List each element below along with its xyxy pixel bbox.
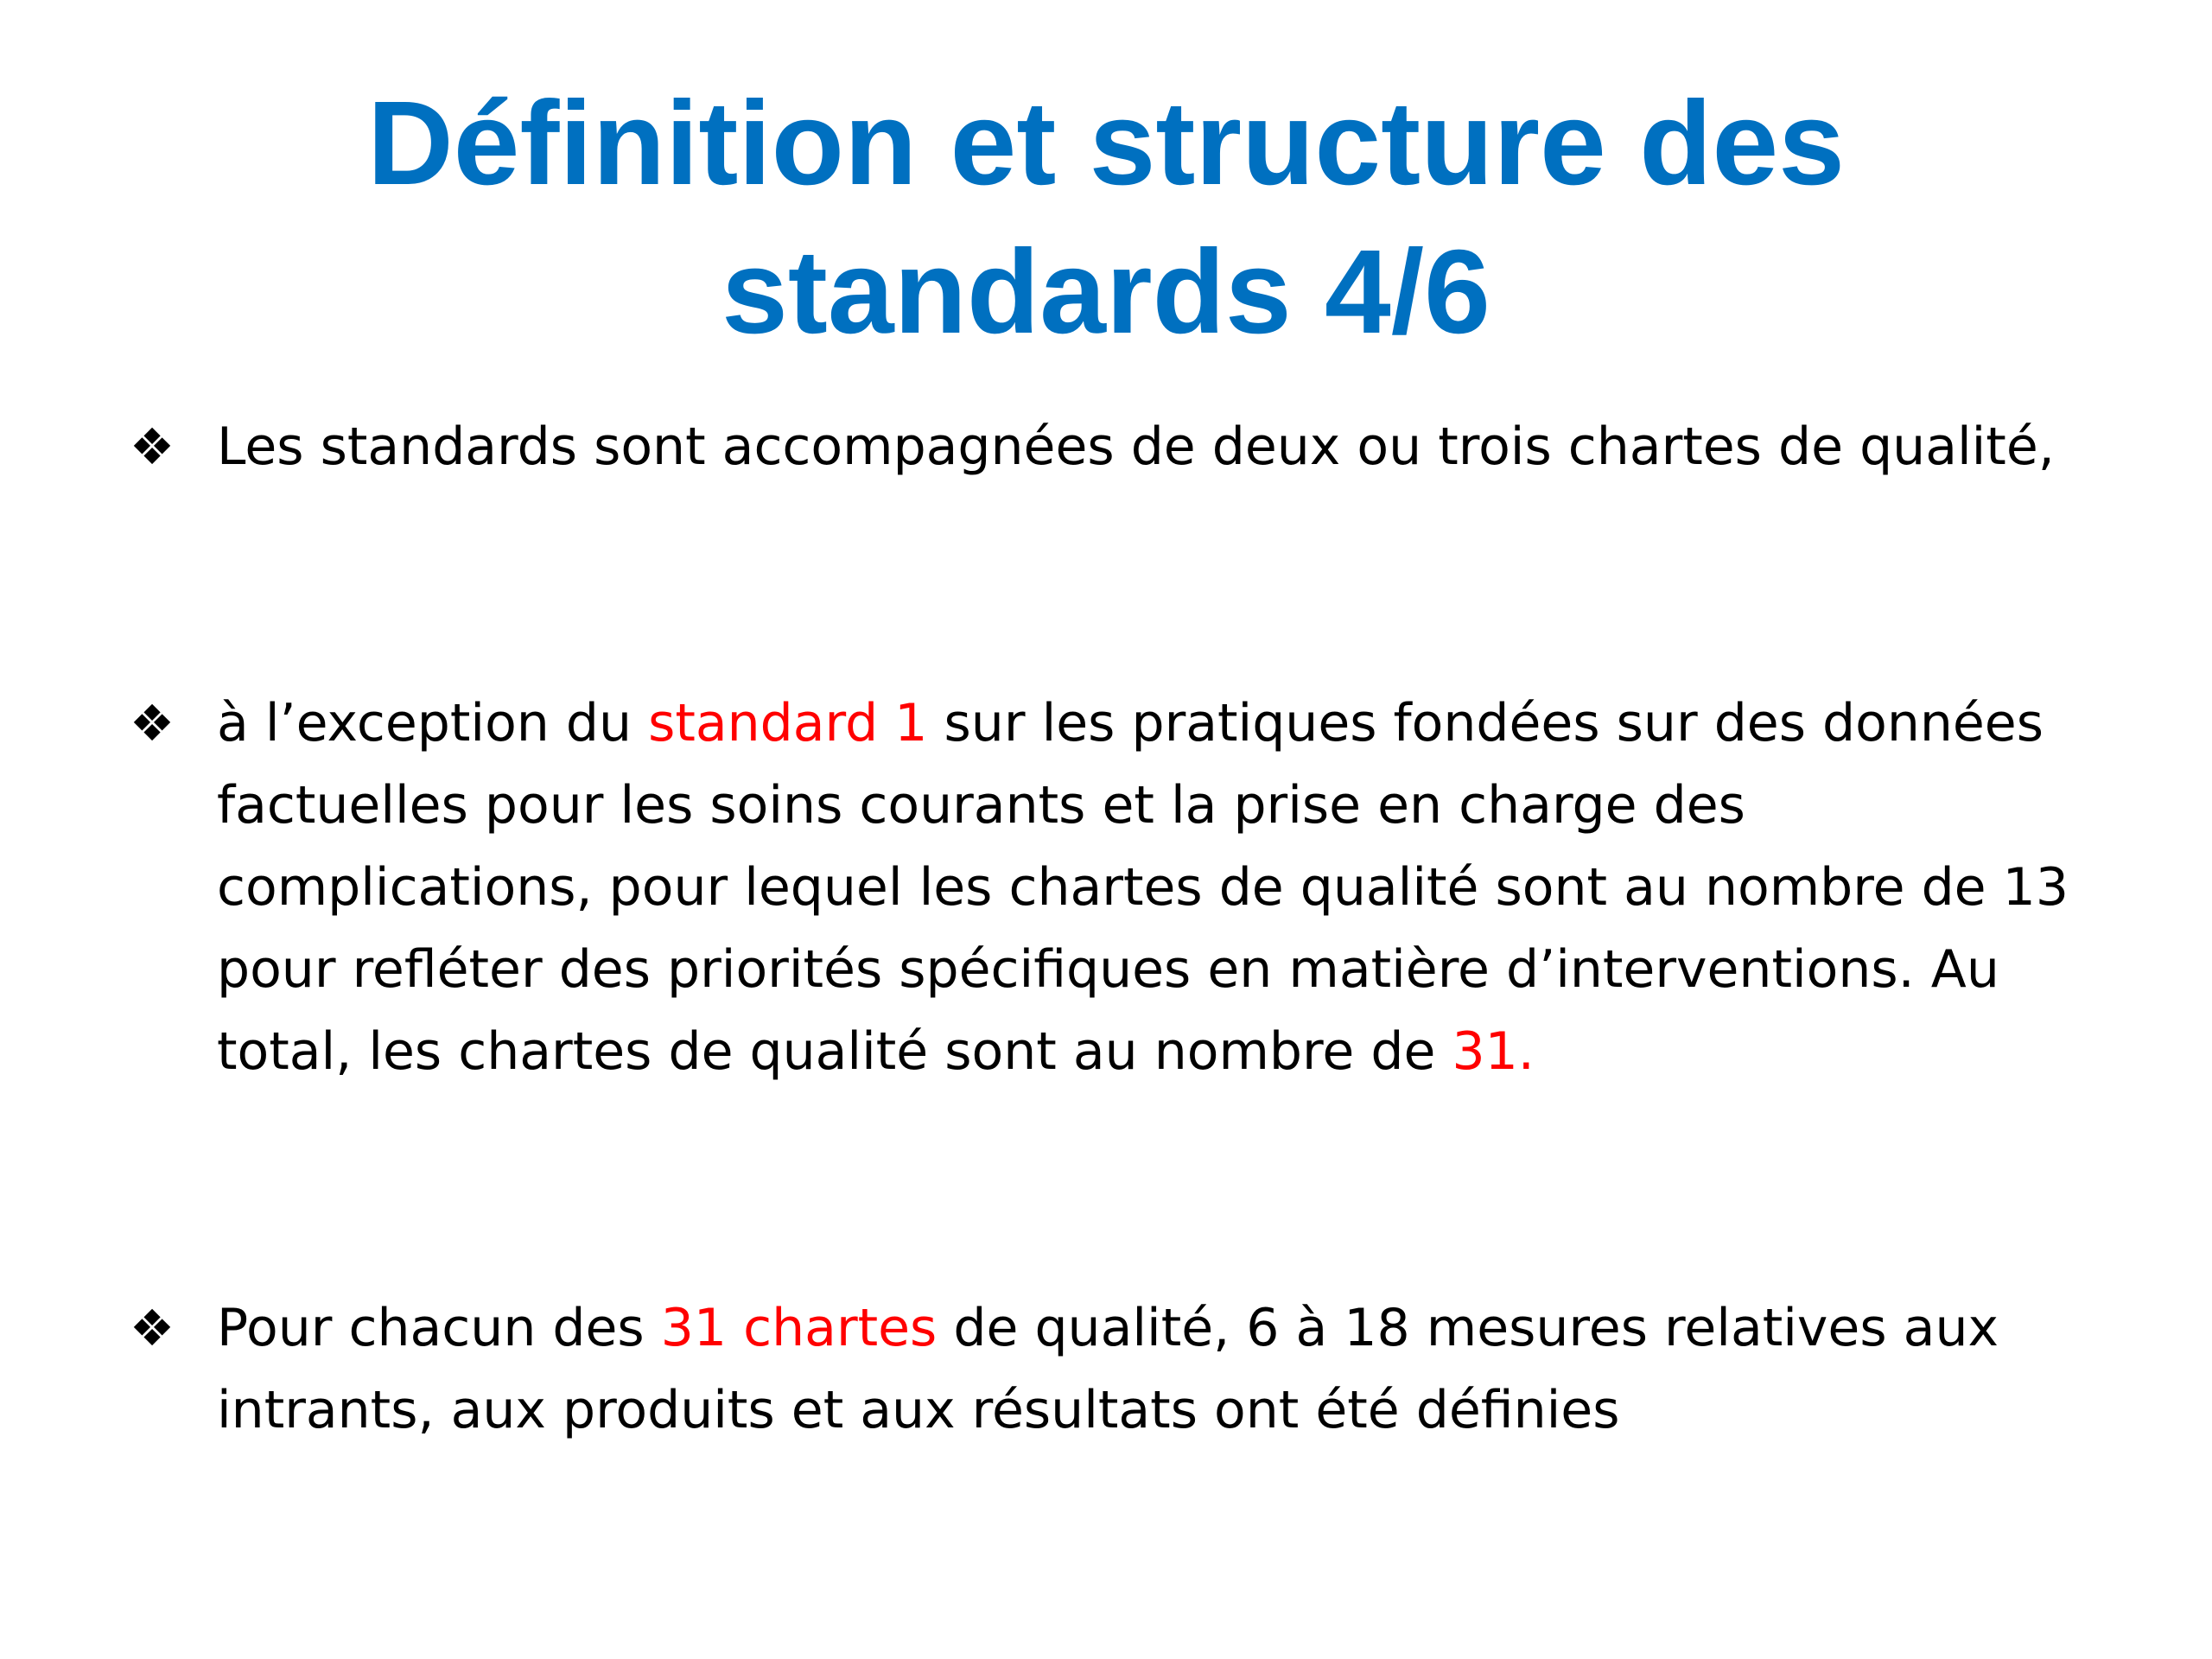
bullet-text-2	[217, 683, 2092, 1093]
bullet-3-part-3: de qualité, 6 à 18 mesures relatives aux intrants, aux produits et aux résultats ont été définies	[217, 1298, 1999, 1440]
bullet-2-part-1: à l’exception du	[217, 693, 649, 753]
slide-title-line-1: Définition et structure des	[367, 77, 1845, 210]
highlight-31-chartes: 31 chartes	[660, 1298, 938, 1358]
bullet-text-3	[217, 1287, 2092, 1452]
bullet-3-part-1: Pour chacun des	[217, 1298, 661, 1358]
highlight-total-31: 31.	[1452, 1021, 1535, 1082]
highlight-standard-1: standard 1	[648, 693, 928, 753]
bullet-text-1	[217, 406, 2092, 488]
bullet-2-part-3: sur les pratiques fondées sur des données factuelles pour les soins courants et la prise en charge des complications, pour lequel les chartes de qualité sont au nombre de 13 pour refléter des priorités spécifiques en matière d’interventions. Au total, les chartes de qualité sont au nombre de	[217, 693, 2069, 1082]
slide-title-line-2: standards 4/6	[721, 226, 1491, 359]
bullet-1-part-1: Les standards sont accompagnées de deux ou trois chartes de qualité,	[217, 416, 2055, 477]
four-diamond-bullet-icon: ❖	[130, 1299, 175, 1357]
four-diamond-bullet-icon: ❖	[130, 694, 175, 753]
slide-title	[173, 69, 2039, 366]
four-diamond-bullet-icon: ❖	[130, 417, 175, 476]
